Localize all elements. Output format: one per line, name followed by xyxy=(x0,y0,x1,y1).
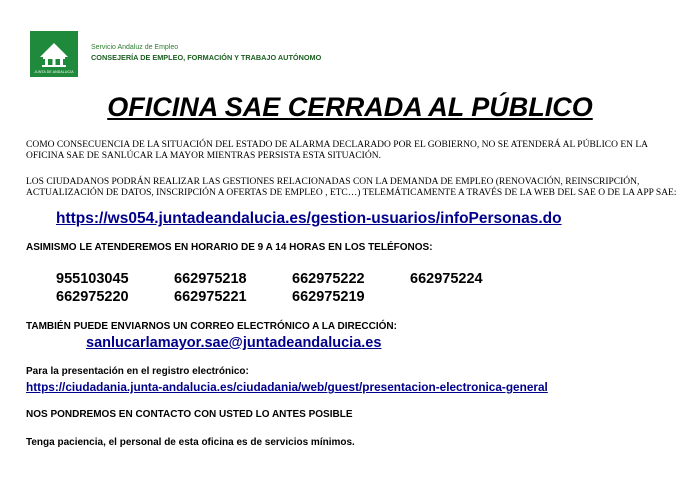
org-name: Servicio Andaluz de Empleo xyxy=(91,44,179,51)
page-title: OFICINA SAE CERRADA AL PÚBLICO xyxy=(107,92,593,122)
phone-number: 662975219 xyxy=(292,289,365,305)
patience-line: Tenga paciencia, el personal de esta oficina es de servicios mínimos. xyxy=(26,437,355,448)
header-text xyxy=(91,43,321,63)
junta-de-andalucia-logo-icon xyxy=(30,31,78,77)
phone-number: 662975220 xyxy=(56,289,129,305)
phone-number: 662975222 xyxy=(292,271,365,287)
closure-notice-paragraph: COMO CONSECUENCIA DE LA SITUACIÓN DEL ESTADO DE ALARMA DECLARADO POR EL GOBIERNO, NO SE ATENDERÁ AL PÚBLICO EN LA OFICINA SAE DE SANLÚCAR LA MAYOR MIENTRAS PERSISTA ESTA SITUACIÓN. xyxy=(26,140,648,161)
email-intro: TAMBIÉN PUEDE ENVIARNOS UN CORREO ELECTRÓNICO A LA DIRECCIÓN: xyxy=(26,321,397,332)
online-services-paragraph: LOS CIUDADANOS PODRÁN REALIZAR LAS GESTIONES RELACIONADAS CON LA DEMANDA DE EMPLEO (RENOVACIÓN, REINSCRIPCIÓN, ACTUALIZACIÓN DE DATOS, INSCRIPCIÓN A OFERTAS DE EMPLEO , ETC…) TELEMÁTICAMENTE A TRAVÉS DE LA WEB DEL SAE O DE LA APP SAE: xyxy=(26,177,677,198)
email-link[interactable]: sanlucarlamayor.sae@juntadeandalucia.es xyxy=(86,335,382,351)
sae-web-link[interactable]: https://ws054.juntadeandalucia.es/gestion-usuarios/infoPersonas.do xyxy=(56,210,562,227)
presentation-intro: Para la presentación en el registro electrónico: xyxy=(26,366,249,377)
department-name: CONSEJERÍA DE EMPLEO, FORMACIÓN Y TRABAJO AUTÓNOMO xyxy=(91,53,322,62)
phone-number: 662975218 xyxy=(174,271,247,287)
schedule-line: ASIMISMO LE ATENDEREMOS EN HORARIO DE 9 A 14 HORAS EN LOS TELÉFONOS: xyxy=(26,242,433,253)
phone-number: 955103045 xyxy=(56,271,129,287)
phone-number: 662975221 xyxy=(174,289,247,305)
phone-number: 662975224 xyxy=(410,271,483,287)
presentation-link[interactable]: https://ciudadania.junta-andalucia.es/ciudadania/web/guest/presentacion-electronica-general xyxy=(26,380,548,394)
contact-line: NOS PONDREMOS EN CONTACTO CON USTED LO ANTES POSIBLE xyxy=(26,409,353,420)
logo-caption: JUNTA DE ANDALUCIA xyxy=(34,70,74,74)
phone-list xyxy=(56,271,528,306)
